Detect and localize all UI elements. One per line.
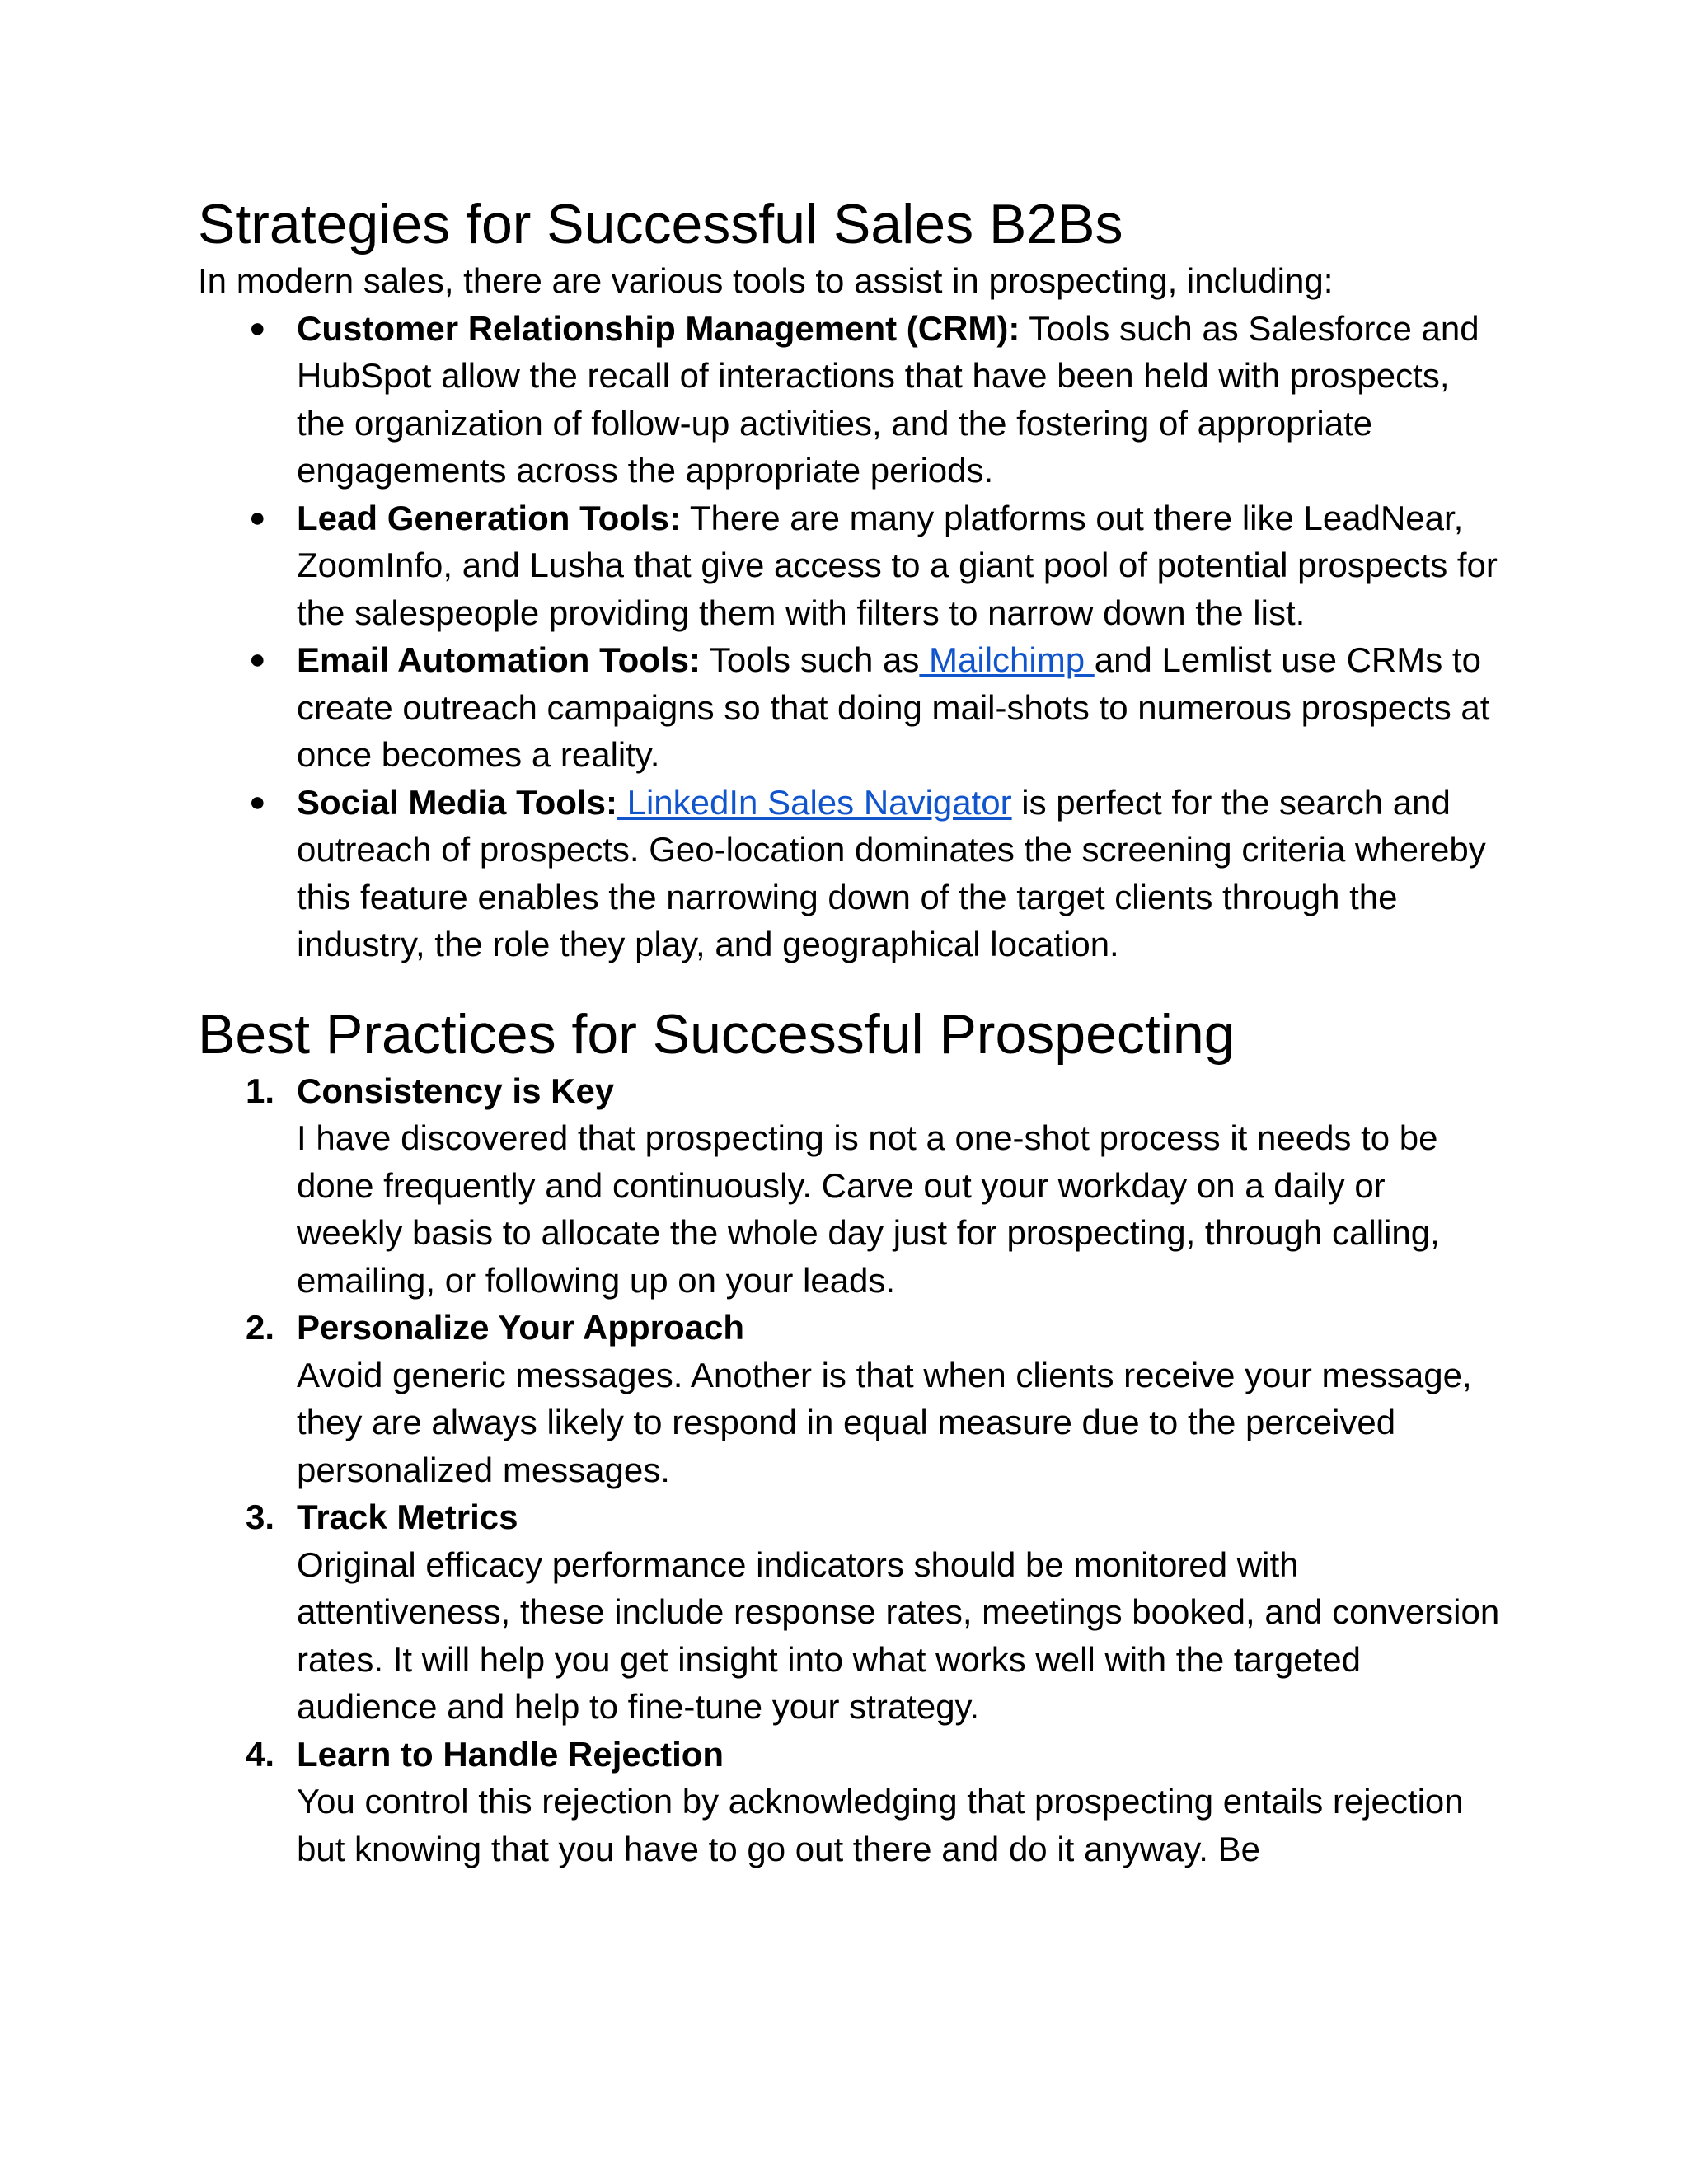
practice-body: I have discovered that prospecting is not a one-shot process it needs to be done frequently and continuously. Carve out your workday on a daily or weekly basis to allocate the whole day just for prospecting, through calling, emailing, or following up on your leads. (297, 1118, 1440, 1300)
practice-title: Learn to Handle Rejection (297, 1734, 724, 1774)
strategies-heading: Strategies for Successful Sales B2Bs (198, 193, 1123, 255)
practice-title: Consistency is Key (297, 1071, 615, 1110)
practice-title: Track Metrics (297, 1497, 518, 1536)
tool-label: Customer Relationship Management (CRM): (297, 308, 1020, 348)
practices-heading: Best Practices for Successful Prospecting (198, 1002, 1236, 1066)
practice-title: Personalize Your Approach (297, 1308, 745, 1347)
list-number: 1. (246, 1071, 275, 1110)
list-item-consistency (198, 1067, 1500, 1305)
list-item-social-media (198, 779, 1500, 968)
bullet-icon: ● (249, 312, 266, 344)
tool-text: There are many platforms out there like LeadNear, ZoomInfo, and Lusha that give access to a giant pool of potential prospects for the salespeople providing them with filters to narrow down the list. (297, 498, 1498, 632)
practice-body: Original efficacy performance indicators should be monitored with attentiveness, these include response rates, meetings booked, and conversion rates. It will help you get insight into what works well with the targeted audience and help to fine-tune your strategy. (297, 1544, 1500, 1726)
document-page (198, 191, 1500, 1872)
tool-text: Tools such as Salesforce and HubSpot allow the recall of interactions that have been held with prospects, the organization of follow-up activities, and the fostering of appropriate engagements across the appropriate periods. (297, 308, 1479, 490)
list-item-handle-rejection (198, 1731, 1500, 1873)
tools-list (198, 305, 1500, 968)
strategies-intro: In modern sales, there are various tools to assist in prospecting, including: (198, 261, 1334, 300)
list-number: 3. (246, 1497, 275, 1536)
list-item-email-automation (198, 636, 1500, 779)
tool-text: Tools such as (701, 640, 920, 679)
list-item-personalize (198, 1304, 1500, 1493)
list-item-track-metrics (198, 1493, 1500, 1731)
linkedin-sales-navigator-link[interactable]: LinkedIn Sales Navigator (617, 782, 1012, 822)
mailchimp-link[interactable]: Mailchimp (919, 640, 1095, 679)
list-item-crm (198, 305, 1500, 494)
list-number: 4. (246, 1734, 275, 1774)
practice-body: Avoid generic messages. Another is that when clients receive your message, they are always likely to respond in equal measure due to the perceived personalized messages. (297, 1355, 1472, 1489)
tool-label: Social Media Tools: (297, 782, 617, 822)
tool-label: Lead Generation Tools: (297, 498, 681, 537)
tool-text: and Lemlist use CRMs to create outreach campaigns so that doing mail-shots to numerous prospects at once becomes a reality. (297, 640, 1490, 774)
list-item-lead-generation (198, 494, 1500, 637)
bullet-icon: ● (249, 785, 266, 818)
practices-list (198, 1067, 1500, 1873)
bullet-icon: ● (249, 644, 266, 675)
tool-text: is perfect for the search and outreach of prospects. Geo-location dominates the screening criteria whereby this feature enables the narrowing down of the target clients through the industry, the role they play, and geographical location. (297, 782, 1486, 963)
tool-label: Email Automation Tools: (297, 640, 701, 679)
practice-body: You control this rejection by acknowledging that prospecting entails rejection but knowing that you have to go out there and do it anyway. Be (297, 1782, 1464, 1868)
list-number: 2. (246, 1308, 275, 1347)
bullet-icon: ● (249, 501, 266, 533)
